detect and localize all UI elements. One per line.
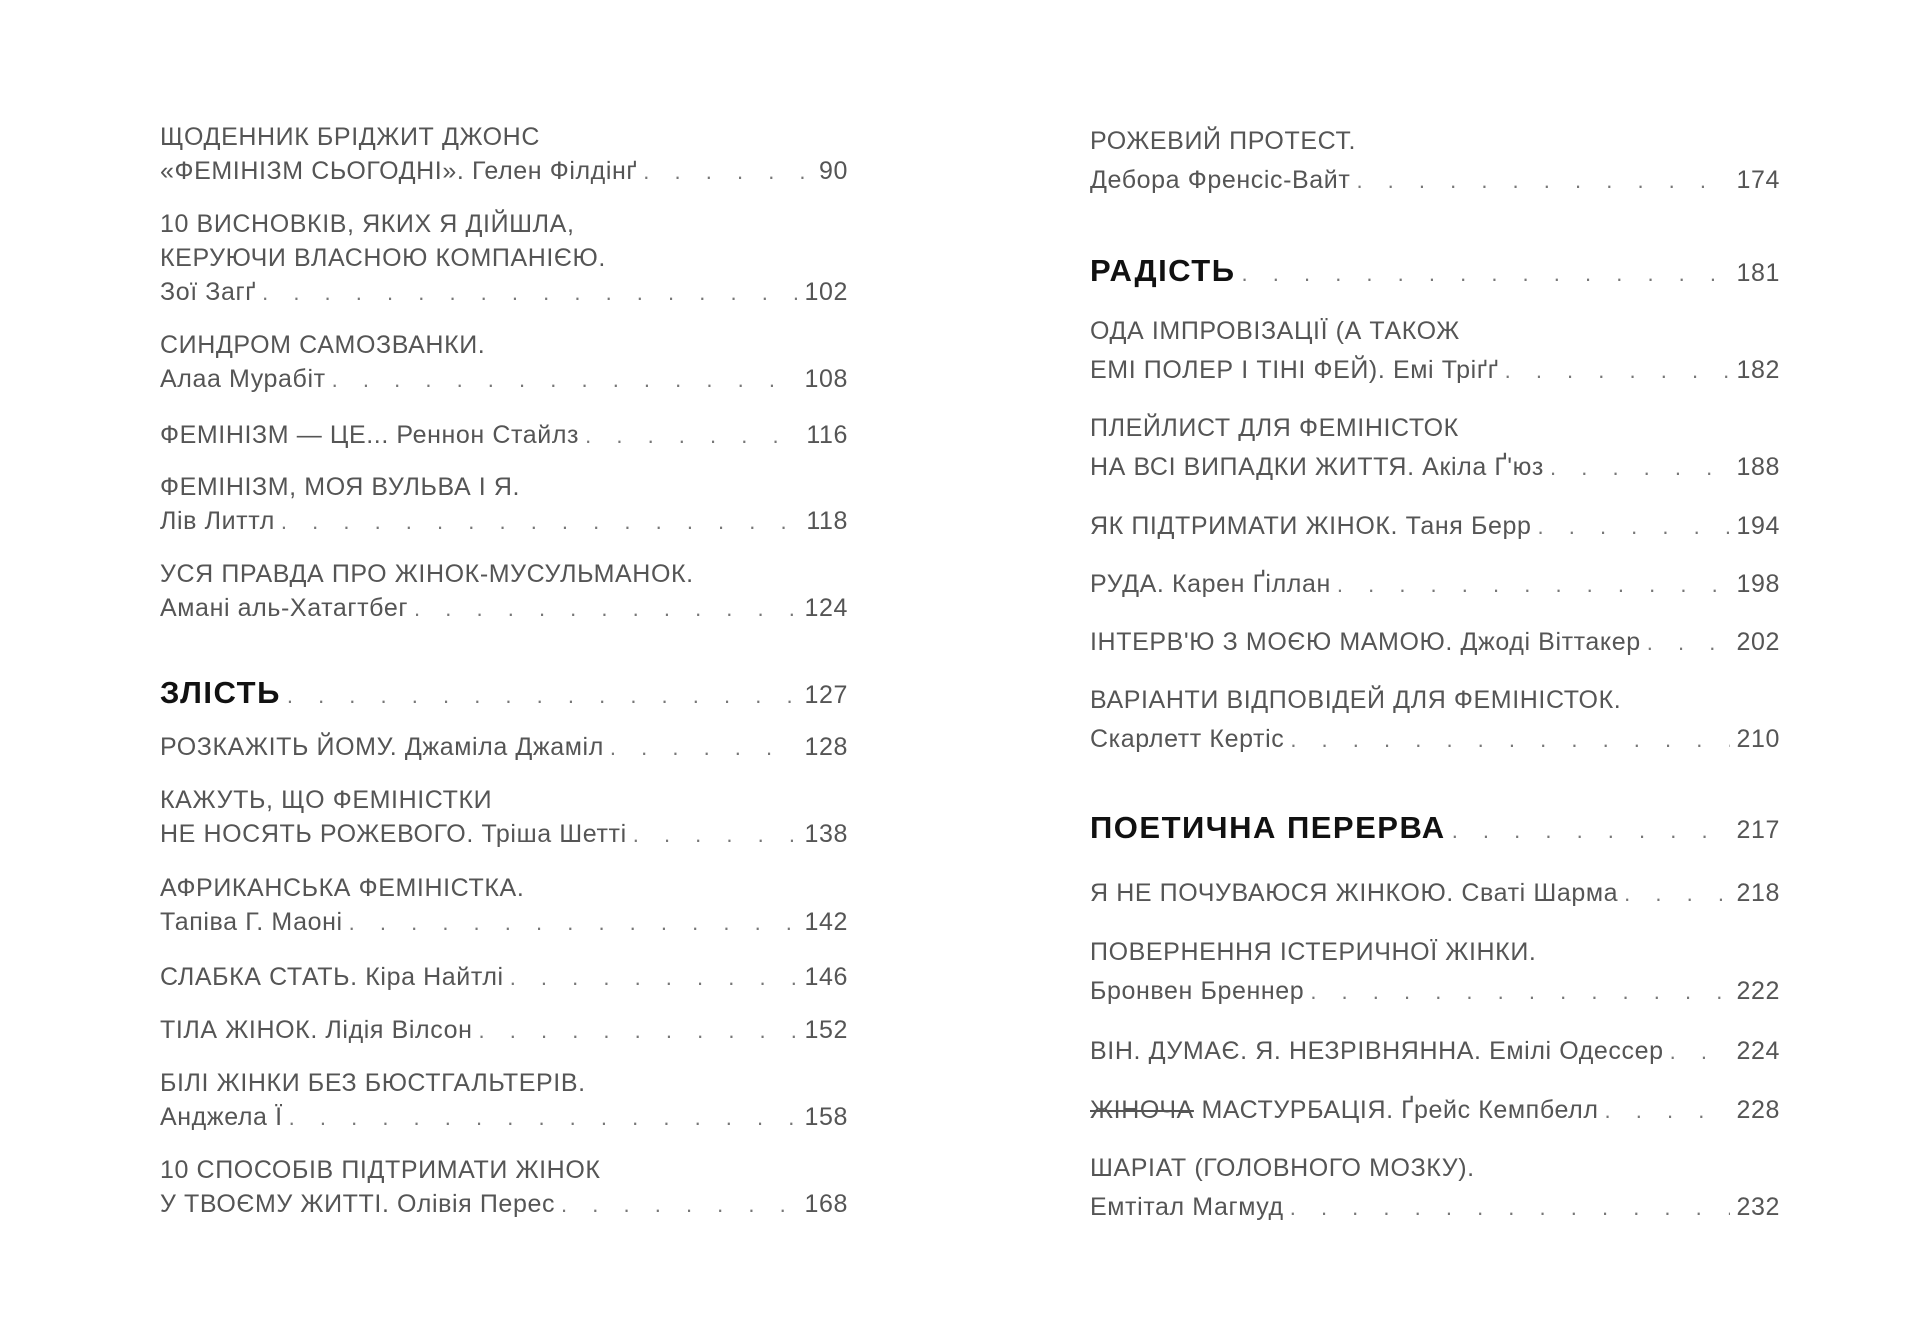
entry-author: Анджела Ї bbox=[160, 1103, 283, 1131]
toc-entry bbox=[1090, 1034, 1780, 1069]
entry-title: РОЖЕВИЙ ПРОТЕСТ. bbox=[1090, 127, 1357, 155]
entry-author: НЕ НОСЯТЬ РОЖЕВОГО. Тріша Шетті bbox=[160, 820, 627, 848]
toc-entry bbox=[160, 328, 848, 397]
page-number: 218 bbox=[1736, 879, 1780, 907]
entry-author: «ФЕМІНІЗМ СЬОГОДНІ». Гелен Філдінґ bbox=[160, 157, 638, 185]
page-number: 108 bbox=[804, 365, 848, 393]
toc-entry bbox=[160, 871, 848, 940]
dot-leader bbox=[610, 731, 799, 765]
entry-title: ВАРІАНТИ ВІДПОВІДЕЙ ДЛЯ ФЕМІНІСТОК. bbox=[1090, 686, 1622, 714]
entry-title: ЯК ПІДТРИМАТИ ЖІНОК. Таня Берр bbox=[1090, 512, 1532, 540]
entry-title: СИНДРОМ САМОЗВАНКИ. bbox=[160, 331, 486, 359]
dot-leader bbox=[510, 961, 799, 995]
dot-leader bbox=[349, 906, 799, 940]
toc-entry bbox=[160, 730, 848, 765]
toc-entry bbox=[160, 783, 848, 852]
dot-leader bbox=[1670, 1035, 1731, 1069]
entry-author: НА ВСІ ВИПАДКИ ЖИТТЯ. Акіла Ґ'юз bbox=[1090, 453, 1544, 481]
page-number: 228 bbox=[1736, 1096, 1780, 1124]
section-title: РАДІСТЬ bbox=[1090, 253, 1236, 288]
page-number: 188 bbox=[1736, 453, 1780, 481]
page-number: 142 bbox=[804, 908, 848, 936]
dot-leader bbox=[1337, 568, 1731, 602]
toc-entry bbox=[1090, 876, 1780, 911]
dot-leader bbox=[281, 505, 800, 539]
dot-leader bbox=[1452, 814, 1731, 848]
entry-author: Амані аль-Хатагтбег bbox=[160, 594, 409, 622]
page-number: 202 bbox=[1736, 628, 1780, 656]
dot-leader bbox=[643, 155, 813, 189]
entry-title: СЛАБКА СТАТЬ. Кіра Найтлі bbox=[160, 963, 504, 991]
page-number: 102 bbox=[804, 278, 848, 306]
entry-author: Зої Загґ bbox=[160, 278, 257, 306]
dot-leader bbox=[1505, 354, 1731, 388]
page-number: 182 bbox=[1736, 356, 1780, 384]
toc-entry bbox=[1090, 1093, 1780, 1128]
dot-leader bbox=[1624, 877, 1730, 911]
dot-leader bbox=[1550, 451, 1730, 485]
toc-entry bbox=[160, 1013, 848, 1048]
entry-title: ПЛЕЙЛИСТ ДЛЯ ФЕМІНІСТОК bbox=[1090, 414, 1459, 442]
page-number: 146 bbox=[804, 963, 848, 991]
dot-leader bbox=[1605, 1094, 1731, 1128]
page-number: 181 bbox=[1736, 259, 1780, 287]
toc-entry bbox=[1090, 411, 1780, 485]
page-number: 158 bbox=[804, 1103, 848, 1131]
dot-leader bbox=[1647, 626, 1731, 660]
dot-leader bbox=[1290, 1191, 1731, 1225]
entry-author: ЕМІ ПОЛЕР І ТІНІ ФЕЙ). Емі Тріґґ bbox=[1090, 356, 1499, 384]
entry-author: Емтітал Магмуд bbox=[1090, 1193, 1284, 1221]
page-number: 152 bbox=[804, 1016, 848, 1044]
entry-title: КАЖУТЬ, ЩО ФЕМІНІСТКИ bbox=[160, 786, 493, 814]
entry-title: УСЯ ПРАВДА ПРО ЖІНОК-МУСУЛЬМАНОК. bbox=[160, 560, 694, 588]
dot-leader bbox=[1310, 975, 1730, 1009]
entry-title: Я НЕ ПОЧУВАЮСЯ ЖІНКОЮ. Сваті Шарма bbox=[1090, 879, 1619, 907]
page-number: 124 bbox=[804, 594, 848, 622]
dot-leader bbox=[1242, 257, 1731, 291]
entry-author: Дебора Френсіс-Вайт bbox=[1090, 166, 1351, 194]
entry-title: ЩОДЕННИК БРІДЖИТ ДЖОНС bbox=[160, 123, 540, 151]
entry-title bbox=[1090, 1093, 1599, 1127]
toc-entry bbox=[1090, 935, 1780, 1009]
page-number: 174 bbox=[1736, 166, 1780, 194]
page-number: 127 bbox=[804, 681, 848, 709]
toc-entry bbox=[160, 960, 848, 995]
entry-title-rest: МАСТУРБАЦІЯ. Ґрейс Кемпбелл bbox=[1193, 1096, 1599, 1124]
entry-author: Бронвен Бреннер bbox=[1090, 977, 1305, 1005]
toc-entry bbox=[1090, 509, 1780, 544]
dot-leader bbox=[479, 1014, 799, 1048]
dot-leader bbox=[1356, 164, 1730, 198]
dot-leader bbox=[561, 1188, 798, 1222]
page-number: 217 bbox=[1736, 816, 1780, 844]
toc-entry bbox=[1090, 683, 1780, 757]
page-number: 198 bbox=[1736, 570, 1780, 598]
dot-leader bbox=[332, 363, 799, 397]
toc-entry bbox=[160, 557, 848, 626]
entry-title: БІЛІ ЖІНКИ БЕЗ БЮСТГАЛЬТЕРІВ. bbox=[160, 1069, 586, 1097]
entry-title: 10 ВИСНОВКІВ, ЯКИХ Я ДІЙШЛА, bbox=[160, 210, 575, 238]
dot-leader bbox=[633, 818, 799, 852]
toc-entry bbox=[1090, 1151, 1780, 1225]
entry-title: ОДА ІМПРОВІЗАЦІЇ (А ТАКОЖ bbox=[1090, 317, 1460, 345]
toc-entry bbox=[160, 470, 848, 539]
dot-leader bbox=[1290, 723, 1730, 757]
page-number: 224 bbox=[1736, 1037, 1780, 1065]
toc-entry bbox=[160, 120, 848, 189]
entry-title: КЕРУЮЧИ ВЛАСНОЮ КОМПАНІЄЮ. bbox=[160, 244, 606, 272]
toc-entry bbox=[160, 207, 848, 310]
page-number: 128 bbox=[804, 733, 848, 761]
page-number: 222 bbox=[1736, 977, 1780, 1005]
toc-section-heading bbox=[160, 676, 848, 713]
toc-entry bbox=[1090, 625, 1780, 660]
toc-entry bbox=[160, 1153, 848, 1222]
entry-title: ПОВЕРНЕННЯ ІСТЕРИЧНОЇ ЖІНКИ. bbox=[1090, 938, 1537, 966]
entry-author: Тапіва Г. Маоні bbox=[160, 908, 343, 936]
entry-title: РУДА. Карен Ґіллан bbox=[1090, 570, 1331, 598]
entry-title: ШАРІАТ (ГОЛОВНОГО МОЗКУ). bbox=[1090, 1154, 1475, 1182]
toc-entry bbox=[160, 418, 848, 453]
entry-title: ТІЛА ЖІНОК. Лідія Вілсон bbox=[160, 1016, 473, 1044]
page-number: 90 bbox=[818, 157, 848, 185]
entry-author: Лів Литтл bbox=[160, 507, 275, 535]
entry-author: У ТВОЄМУ ЖИТТІ. Олівія Перес bbox=[160, 1190, 556, 1218]
dot-leader bbox=[585, 419, 800, 453]
toc-section-heading bbox=[1090, 811, 1780, 848]
entry-title: ФЕМІНІЗМ, МОЯ ВУЛЬВА І Я. bbox=[160, 473, 521, 501]
toc-entry bbox=[1090, 124, 1780, 198]
dot-leader bbox=[287, 679, 799, 713]
section-title: ПОЕТИЧНА ПЕРЕРВА bbox=[1090, 810, 1446, 845]
page-number: 232 bbox=[1736, 1193, 1780, 1221]
toc-section-heading bbox=[1090, 254, 1780, 291]
page-number: 194 bbox=[1736, 512, 1780, 540]
entry-title: 10 СПОСОБІВ ПІДТРИМАТИ ЖІНОК bbox=[160, 1156, 601, 1184]
dot-leader bbox=[262, 276, 798, 310]
page-number: 210 bbox=[1736, 725, 1780, 753]
entry-title: ВІН. ДУМАЄ. Я. НЕЗРІВНЯННА. Емілі Одессер bbox=[1090, 1037, 1664, 1065]
dot-leader bbox=[414, 592, 798, 626]
page-number: 118 bbox=[806, 507, 848, 535]
section-title: ЗЛІСТЬ bbox=[160, 675, 281, 710]
toc-entry bbox=[160, 1066, 848, 1135]
entry-title: ІНТЕРВ'Ю З МОЄЮ МАМОЮ. Джоді Віттакер bbox=[1090, 628, 1641, 656]
entry-author: Алаа Мурабіт bbox=[160, 365, 326, 393]
toc-entry bbox=[1090, 314, 1780, 388]
entry-author: Скарлетт Кертіс bbox=[1090, 725, 1285, 753]
struck-word: ЖІНОЧА bbox=[1090, 1096, 1194, 1124]
toc-entry bbox=[1090, 567, 1780, 602]
page-number: 116 bbox=[806, 421, 848, 449]
dot-leader bbox=[289, 1101, 799, 1135]
entry-title: ФЕМІНІЗМ — ЦЕ... Реннон Стайлз bbox=[160, 421, 580, 449]
dot-leader bbox=[1538, 510, 1731, 544]
entry-title: АФРИКАНСЬКА ФЕМІНІСТКА. bbox=[160, 874, 525, 902]
page-number: 168 bbox=[804, 1190, 848, 1218]
page-number: 138 bbox=[804, 820, 848, 848]
entry-title: РОЗКАЖІТЬ ЙОМУ. Джаміла Джаміл bbox=[160, 733, 604, 761]
